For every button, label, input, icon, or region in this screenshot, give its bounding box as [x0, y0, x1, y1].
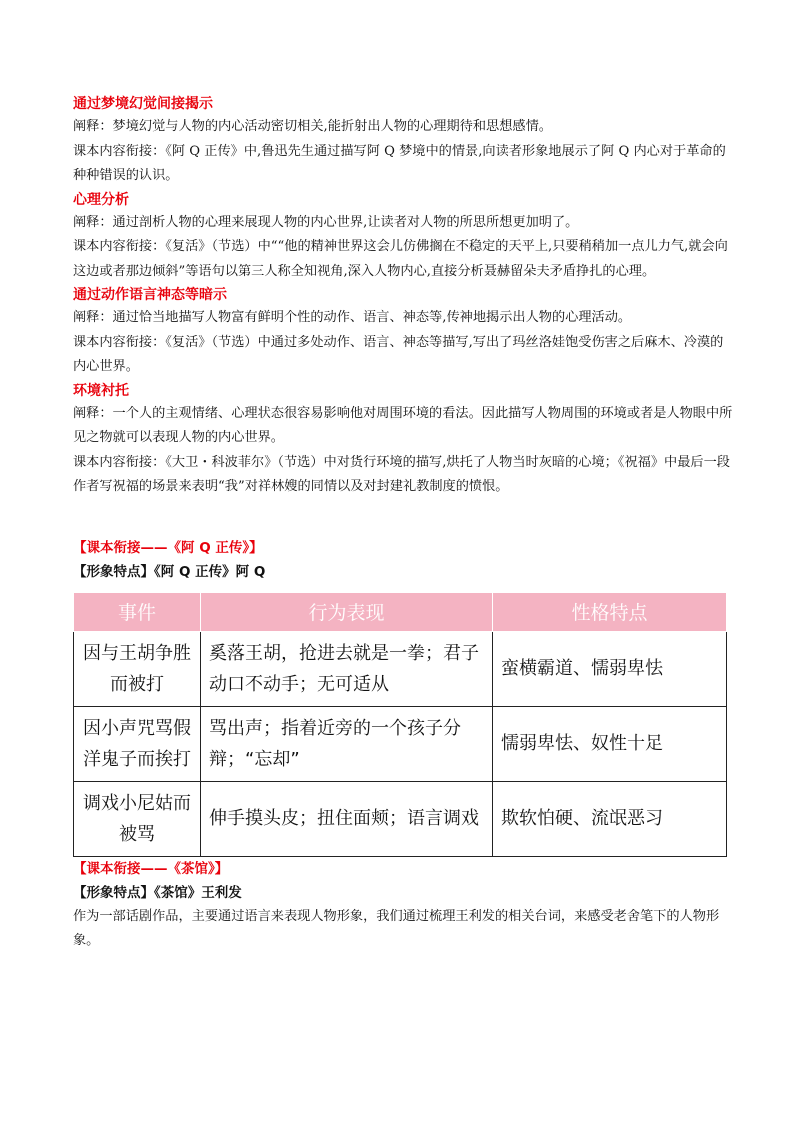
section-psychology [73, 189, 733, 285]
cell-event: 因与王胡争胜而被打 [74, 631, 201, 706]
section-link: 课本内容衔接：《复活》（节选）中““他的精神世界这会儿仿佛搁在不稳定的天平上,只要稍稍加一点儿力气,就会向这边或者那边倾斜”等语句以第三人称全知视角,深入人物内心,直接分析聂赫留朵夫矛盾挣扎的心理。 [73, 239, 728, 279]
cell-behavior: 奚落王胡，抢进去就是一拳；君子动口不动手；无可适从 [201, 631, 493, 706]
aq-feature-title: 【形象特点】《阿 Q 正传》阿 Q [73, 563, 266, 580]
section-heading: 环境衬托 [73, 382, 129, 399]
page-content [73, 93, 733, 954]
cell-event: 因小声咒骂假洋鬼子而挨打 [74, 706, 201, 781]
chaguan-intro: 作为一部话剧作品，主要通过语言来表现人物形象，我们通过梳理王利发的相关台词，来感受老舍笔下的人物形象。 [73, 908, 720, 948]
section-link: 课本内容衔接：《大卫・科波菲尔》（节选）中对货行环境的描写,烘托了人物当时灰暗的心境；《祝福》中最后一段作者写祝福的场景来表明“我”对祥林嫂的同情以及对封建礼教制度的愤恨。 [73, 454, 730, 494]
chaguan-link-title: 【课本衔接——《茶馆》】 [73, 860, 229, 877]
spacer [73, 500, 733, 536]
cell-behavior: 骂出声；指着近旁的一个孩子分辩；“忘却” [201, 706, 493, 781]
header-behavior: 行为表现 [201, 592, 493, 631]
table-header-row [74, 592, 727, 631]
cell-trait: 蛮横霸道、懦弱卑怯 [493, 631, 727, 706]
header-trait: 性格特点 [493, 592, 727, 631]
table-row [74, 781, 727, 856]
section-heading: 心理分析 [73, 191, 129, 208]
header-event: 事件 [74, 592, 201, 631]
cell-event: 调戏小尼姑而被骂 [74, 781, 201, 856]
table-row [74, 706, 727, 781]
cell-trait: 懦弱卑怯、奴性十足 [493, 706, 727, 781]
table-row [74, 631, 727, 706]
aq-link-title: 【课本衔接——《阿 Q 正传》】 [73, 539, 263, 556]
section-dream [73, 93, 733, 189]
section-heading: 通过梦境幻觉间接揭示 [73, 96, 213, 112]
chaguan-feature-title: 【形象特点】《茶馆》王利发 [73, 884, 242, 901]
cell-behavior: 伸手摸头皮；扭住面颊；语言调戏 [201, 781, 493, 856]
section-heading: 通过动作语言神态等暗示 [73, 287, 227, 303]
section-explain: 阐释：梦境幻觉与人物的内心活动密切相关,能折射出人物的心理期待和思想感情。 [73, 119, 552, 134]
aq-section [73, 536, 733, 857]
aq-character-table [73, 592, 727, 857]
section-link: 课本内容衔接：《复活》（节选）中通过多处动作、语言、神态等描写,写出了玛丝洛娃饱受伤害之后麻木、冷漠的内心世界。 [73, 334, 724, 374]
section-explain: 阐释：通过剖析人物的心理来展现人物的内心世界,让读者对人物的所思所想更加明了。 [73, 214, 579, 230]
section-explain: 阐释：一个人的主观情绪、心理状态很容易影响他对周围环境的看法。因此描写人物周围的环境或者是人物眼中所见之物就可以表现人物的内心世界。 [73, 405, 733, 445]
section-action [73, 284, 733, 380]
section-environment [73, 380, 733, 500]
section-link: 课本内容衔接：《阿 Q 正传》中,鲁迅先生通过描写阿 Q 梦境中的情景,向读者形象地展示了阿 Q 内心对于革命的种种错误的认识。 [73, 143, 726, 183]
cell-trait: 欺软怕硬、流氓恶习 [493, 781, 727, 856]
chaguan-section [73, 857, 733, 954]
section-explain: 阐释：通过恰当地描写人物富有鲜明个性的动作、语言、神态等,传神地揭示出人物的心理活动。 [73, 310, 632, 325]
